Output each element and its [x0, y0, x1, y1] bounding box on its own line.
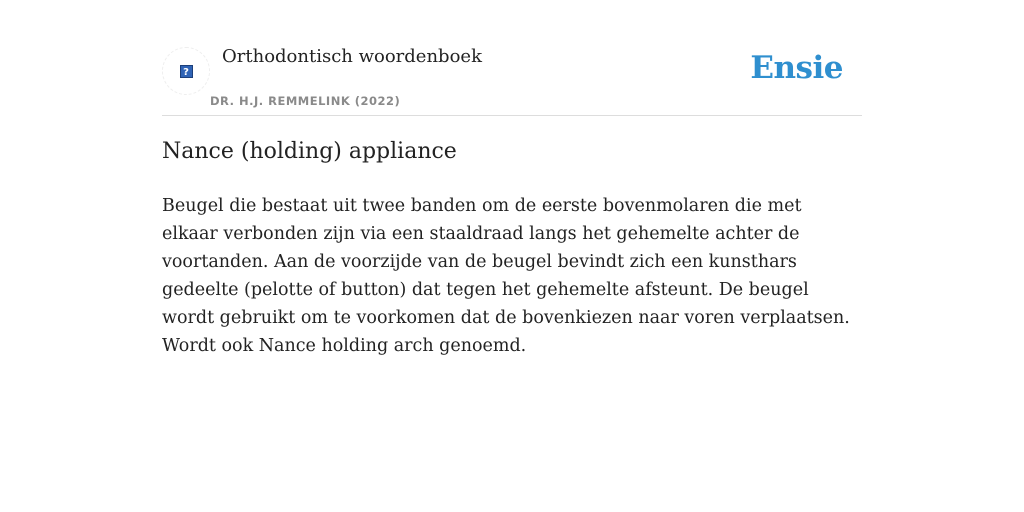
ensie-logo[interactable]: Ensie [750, 50, 843, 86]
book-title[interactable]: Orthodontisch woordenboek [222, 46, 482, 67]
entry-title: Nance (holding) appliance [162, 139, 457, 164]
dictionary-card [162, 40, 862, 116]
book-author: DR. H.J. REMMELINK (2022) [210, 94, 401, 108]
question-icon: ? [180, 65, 193, 78]
entry-definition: Beugel die bestaat uit twee banden om de eerste bovenmolaren die met elkaar verbonden zijn via een staaldraad langs het gehemelte achter de voortanden. Aan de voorzijde van de beugel bevindt zich een kunsthars gedeelte (pelotte of button) dat tegen het gehemelte afsteunt. De beugel wordt gebruikt om te voorkomen dat de bovenkiezen naar voren verplaatsen. Wordt ook Nance holding arch genoemd. [162, 196, 850, 356]
book-cover-icon[interactable] [162, 47, 210, 95]
card-header [162, 40, 862, 116]
